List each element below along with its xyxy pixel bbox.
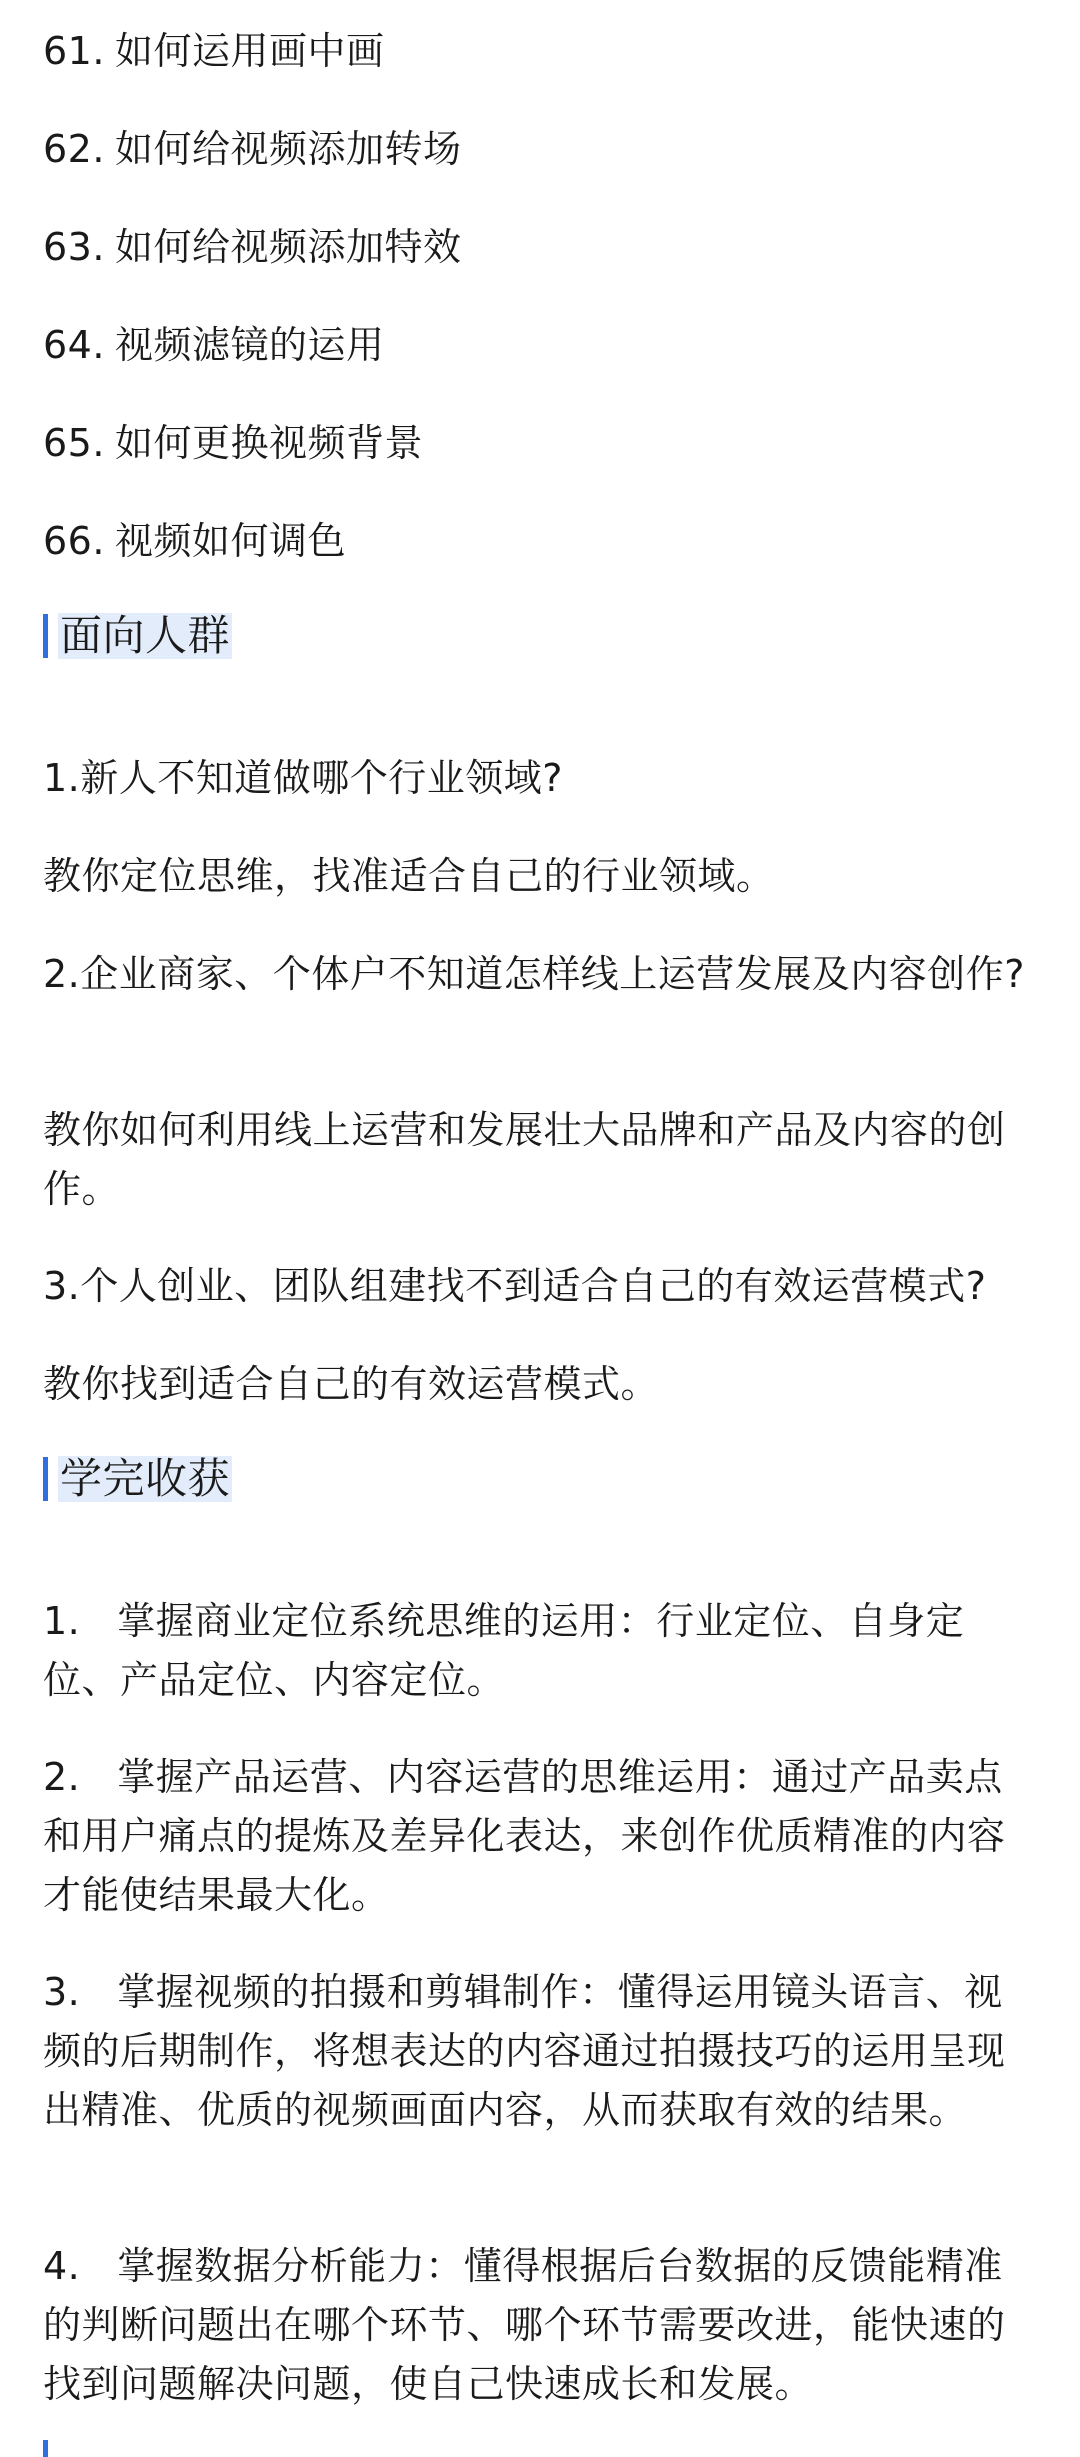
heading-accent-bar [43,614,48,658]
list-item: 64. 视频滤镜的运用 [43,323,385,367]
section-heading-partial [43,2440,62,2457]
gains-item-4: 4. 掌握数据分析能力：懂得根据后台数据的反馈能精准的判断问题出在哪个环节、哪个环节需要改进，能快速的找到问题解决问题，使自己快速成长和发展。 [43,2244,1006,2406]
section-heading-gains: 学完收获 [43,1456,232,1502]
audience-question-1: 1.新人不知道做哪个行业领域? [43,756,563,800]
list-item: 65. 如何更换视频背景 [43,421,423,465]
list-item: 62. 如何给视频添加转场 [43,127,462,171]
list-item: 61. 如何运用画中画 [43,29,385,73]
audience-answer-1: 教你定位思维，找准适合自己的行业领域。 [43,854,775,898]
list-item: 63. 如何给视频添加特效 [43,225,462,269]
audience-question-2: 2.企业商家、个体户不知道怎样线上运营发展及内容创作? [43,952,1025,996]
heading-accent-bar [43,2440,48,2457]
gains-item-1: 1. 掌握商业定位系统思维的运用：行业定位、自身定位、产品定位、内容定位。 [43,1599,965,1702]
list-item: 66. 视频如何调色 [43,519,346,563]
gains-item-3: 3. 掌握视频的拍摄和剪辑制作：懂得运用镜头语言、视频的后期制作，将想表达的内容通过拍摄技巧的运用呈现出精准、优质的视频画面内容，从而获取有效的结果。 [43,1970,1006,2132]
gains-item-2: 2. 掌握产品运营、内容运营的思维运用：通过产品卖点和用户痛点的提炼及差异化表达，来创作优质精准的内容才能使结果最大化。 [43,1755,1006,1917]
audience-question-3: 3.个人创业、团队组建找不到适合自己的有效运营模式? [43,1264,987,1308]
audience-answer-2: 教你如何利用线上运营和发展壮大品牌和产品及内容的创作。 [43,1108,1006,1211]
heading-accent-bar [43,1457,48,1501]
section-heading-audience: 面向人群 [43,613,232,659]
audience-answer-3: 教你找到适合自己的有效运营模式。 [43,1362,660,1406]
